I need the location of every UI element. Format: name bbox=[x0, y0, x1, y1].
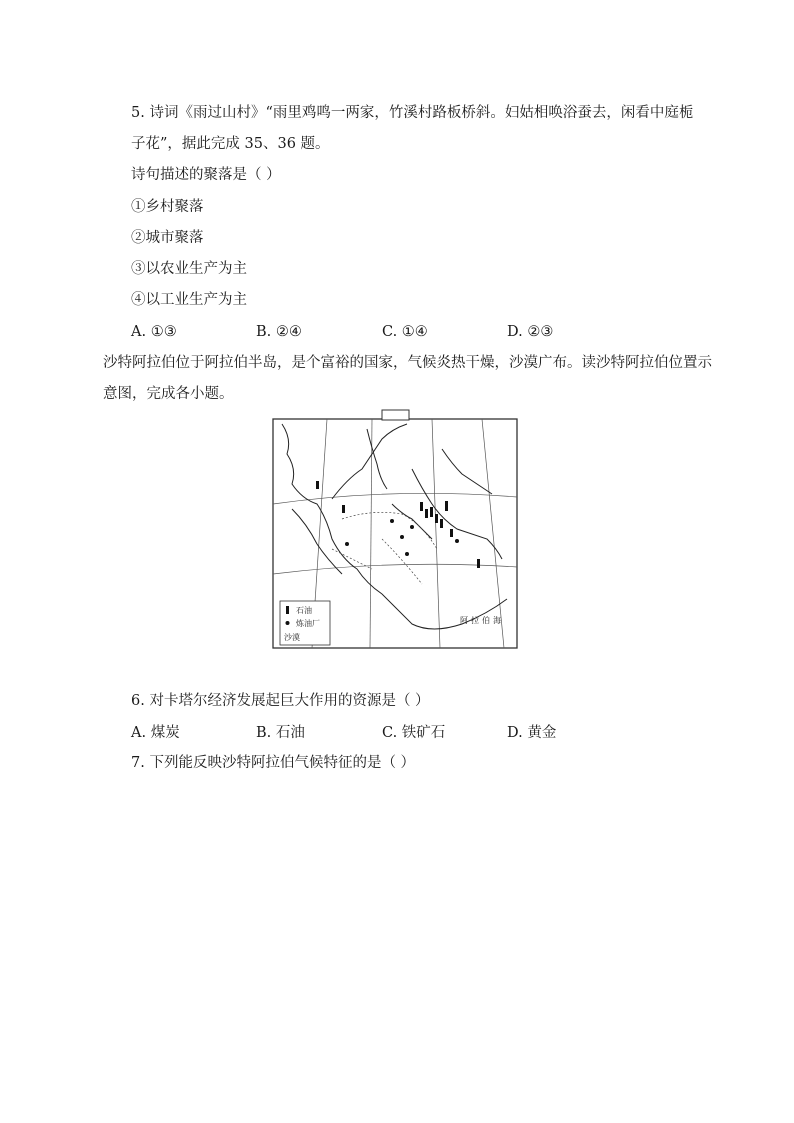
q6-stem: 6. 对卡塔尔经济发展起巨大作用的资源是（ ） bbox=[131, 693, 430, 709]
q6-option-a: A. 煤炭 bbox=[131, 725, 180, 741]
q5-stem: 诗句描述的聚落是（ ） bbox=[131, 167, 281, 183]
intro-line-2: 意图，完成各小题。 bbox=[103, 386, 234, 402]
intro-line-1: 沙特阿拉伯位于阿拉伯半岛，是个富裕的国家，气候炎热干燥，沙漠广布。读沙特阿拉伯位置示 bbox=[103, 355, 712, 371]
arabian-sea-label: 阿拉伯海 bbox=[460, 616, 504, 625]
legend-refinery-label: 炼油厂 bbox=[296, 619, 320, 628]
q6-option-c: C. 铁矿石 bbox=[382, 725, 446, 741]
q6-option-b: B. 石油 bbox=[256, 725, 305, 741]
q6-option-d: D. 黄金 bbox=[507, 725, 557, 741]
statement-1: ①乡村聚落 bbox=[131, 199, 204, 215]
q5-option-c: C. ①④ bbox=[382, 324, 428, 340]
q5-option-b: B. ②④ bbox=[256, 324, 302, 340]
statement-4: ④以工业生产为主 bbox=[131, 292, 247, 308]
q5-text-line-1: 5. 诗词《雨过山村》“雨里鸡鸣一两家，竹溪村路板桥斜。妇姑相唤浴蚕去，闲看中庭栀 bbox=[131, 105, 694, 121]
legend-refinery-icon bbox=[286, 621, 290, 625]
q5-text-line-2: 子花”，据此完成 35、36 题。 bbox=[131, 136, 330, 152]
statement-3: ③以农业生产为主 bbox=[131, 261, 247, 277]
legend-oil-icon bbox=[286, 606, 289, 614]
legend-desert-label: 沙漠 bbox=[284, 633, 300, 642]
q5-option-d: D. ②③ bbox=[507, 324, 554, 340]
q7-stem: 7. 下列能反映沙特阿拉伯气候特征的是（ ） bbox=[131, 755, 416, 771]
q5-option-a: A. ①③ bbox=[131, 324, 177, 340]
statement-2: ②城市聚落 bbox=[131, 230, 204, 246]
legend-oil-label: 石油 bbox=[296, 606, 312, 615]
map-top-tab bbox=[382, 410, 409, 420]
saudi-arabia-location-map bbox=[272, 409, 518, 649]
